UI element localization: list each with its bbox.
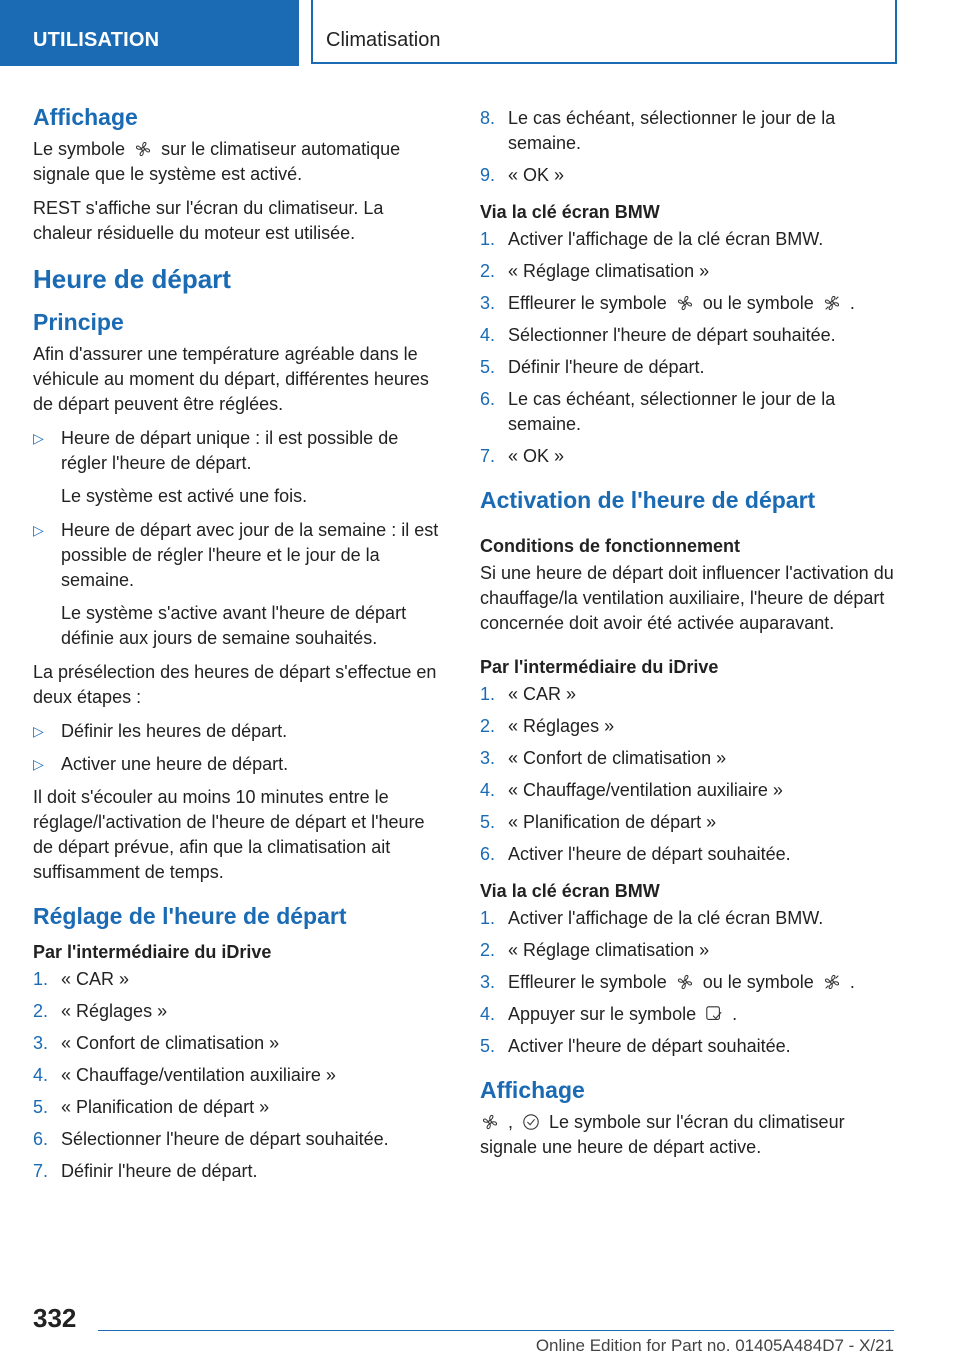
list-item: 9. « OK »: [480, 165, 565, 185]
list-item: 5. Définir l'heure de départ.: [480, 357, 705, 377]
timer-check-icon: [704, 1005, 724, 1023]
list-item: 3. « Confort de climatisation »: [480, 748, 727, 768]
bullet-subtext: Le système s'active avant l'heure de départ définie aux jours de semaine souhaités.: [61, 603, 407, 648]
list-item: 1. Activer l'affichage de la clé écran BMW.: [480, 229, 824, 249]
fan-icon: [675, 294, 695, 312]
list-item: 8. Le cas échéant, sélectionner le jour de la semaine.: [480, 108, 836, 153]
clock-check-icon: [521, 1113, 541, 1131]
fan-icon: [133, 140, 153, 158]
list-item: 1. « CAR »: [480, 684, 577, 704]
list-item: 7. Définir l'heure de départ.: [33, 1161, 258, 1181]
list-item: 3. Effleurer le symbole ou le symbole .: [480, 293, 855, 313]
fan-off-icon: [822, 973, 842, 991]
list-item: 4. Sélectionner l'heure de départ souhaitée.: [480, 325, 836, 345]
reglage-heading: Réglage de l'heure de départ: [33, 903, 347, 929]
conditions-paragraph: Si une heure de départ doit influencer l'activation du chauffage/la ventilation auxiliaire, l'heure de départ concernée doit avoir été activée auparavant.: [480, 563, 894, 633]
section-tab: [0, 0, 299, 66]
list-item: 2. « Réglage climatisation »: [480, 261, 710, 281]
affichage-paragraph-2: REST s'affiche sur l'écran du climatiseur. La chaleur résiduelle du moteur est utilisée.: [33, 198, 384, 243]
left-column: [33, 100, 445, 1194]
list-item: 1. « CAR »: [33, 969, 130, 989]
note-paragraph: Il doit s'écouler au moins 10 minutes entre le réglage/l'activation de l'heure de départ et l'heure de départ prévue, afin que la climatisation ait suffisamment de temps.: [33, 787, 425, 882]
affichage-heading: Affichage: [480, 1077, 585, 1103]
list-item: 6. Sélectionner l'heure de départ souhaitée.: [33, 1129, 389, 1149]
list-item: 1. Activer l'affichage de la clé écran BMW.: [480, 908, 824, 928]
bullet-item: ▷ Définir les heures de départ.: [33, 719, 445, 744]
list-item: 2. « Réglages »: [33, 1001, 168, 1021]
heure-depart-heading: Heure de départ: [33, 264, 231, 294]
principe-heading: Principe: [33, 309, 124, 335]
affichage-heading: Affichage: [33, 104, 138, 130]
edition-footer: Online Edition for Part no. 01405A484D7 - X/21: [535, 1336, 894, 1355]
right-column: [480, 100, 894, 1169]
list-item: 5. Activer l'heure de départ souhaitée.: [480, 1036, 791, 1056]
affichage-paragraph-1: Le symbole sur le climatiseur automatique signale que le système est activé.: [33, 139, 401, 184]
triangle-bullet-icon: ▷: [33, 756, 44, 772]
list-item: 5. « Planification de départ »: [480, 812, 717, 832]
bullet-item: ▷ Activer une heure de départ.: [33, 752, 445, 777]
triangle-bullet-icon: ▷: [33, 430, 44, 446]
list-item: 6. Activer l'heure de départ souhaitée.: [480, 844, 791, 864]
list-item: 4. Appuyer sur le symbole .: [480, 1004, 738, 1024]
list-item: 5. « Planification de départ »: [33, 1097, 270, 1117]
idrive-heading: Par l'intermédiaire du iDrive: [33, 942, 272, 962]
list-item: 4. « Chauffage/ventilation auxiliaire »: [33, 1065, 336, 1085]
activation-heading: Activation de l'heure de départ: [480, 487, 816, 513]
bullet-item: ▷ Heure de départ avec jour de la semaine : il est possible de régler l'heure et le jour de la semaine.: [33, 518, 445, 593]
conditions-heading: Conditions de fonctionnement: [480, 536, 740, 556]
bullet-item: ▷ Heure de départ unique : il est possible de régler l'heure de départ.: [33, 426, 445, 476]
activation-cle-steps: [480, 906, 894, 1059]
triangle-bullet-icon: ▷: [33, 522, 44, 538]
chapter-header: [311, 0, 897, 64]
list-item: 2. « Réglage climatisation »: [480, 940, 710, 960]
list-item: 7. « OK »: [480, 446, 565, 466]
preselection-paragraph: La présélection des heures de départ s'effectue en deux étapes :: [33, 662, 437, 707]
cle-ecran-steps: [480, 227, 894, 469]
section-label: UTILISATION: [33, 29, 160, 51]
fan-icon: [480, 1113, 500, 1131]
fan-icon: [675, 973, 695, 991]
list-item: 3. « Confort de climatisation »: [33, 1033, 280, 1053]
reglage-steps: [33, 967, 445, 1184]
fan-off-icon: [822, 294, 842, 312]
list-item: 6. Le cas échéant, sélectionner le jour de la semaine.: [480, 389, 836, 434]
idrive-heading: Par l'intermédiaire du iDrive: [480, 657, 719, 677]
list-item: 2. « Réglages »: [480, 716, 615, 736]
bullet-subtext: Le système est activé une fois.: [61, 486, 308, 506]
triangle-bullet-icon: ▷: [33, 723, 44, 739]
page-number: 332: [33, 1303, 77, 1333]
principe-paragraph: Afin d'assurer une température agréable dans le véhicule au moment du départ, différentes heures de départ peuvent être réglées.: [33, 344, 429, 414]
cle-ecran-heading: Via la clé écran BMW: [480, 881, 660, 901]
activation-idrive-steps: [480, 682, 894, 867]
affichage-paragraph: , Le symbole sur l'écran du climatiseur signale une heure de départ active.: [480, 1112, 845, 1157]
list-item: 3. Effleurer le symbole ou le symbole .: [480, 972, 855, 992]
cle-ecran-heading: Via la clé écran BMW: [480, 202, 660, 222]
list-item: 4. « Chauffage/ventilation auxiliaire »: [480, 780, 783, 800]
footer-divider: [98, 1330, 894, 1331]
chapter-title: Climatisation: [326, 29, 441, 51]
reglage-steps-continued: [480, 106, 894, 188]
